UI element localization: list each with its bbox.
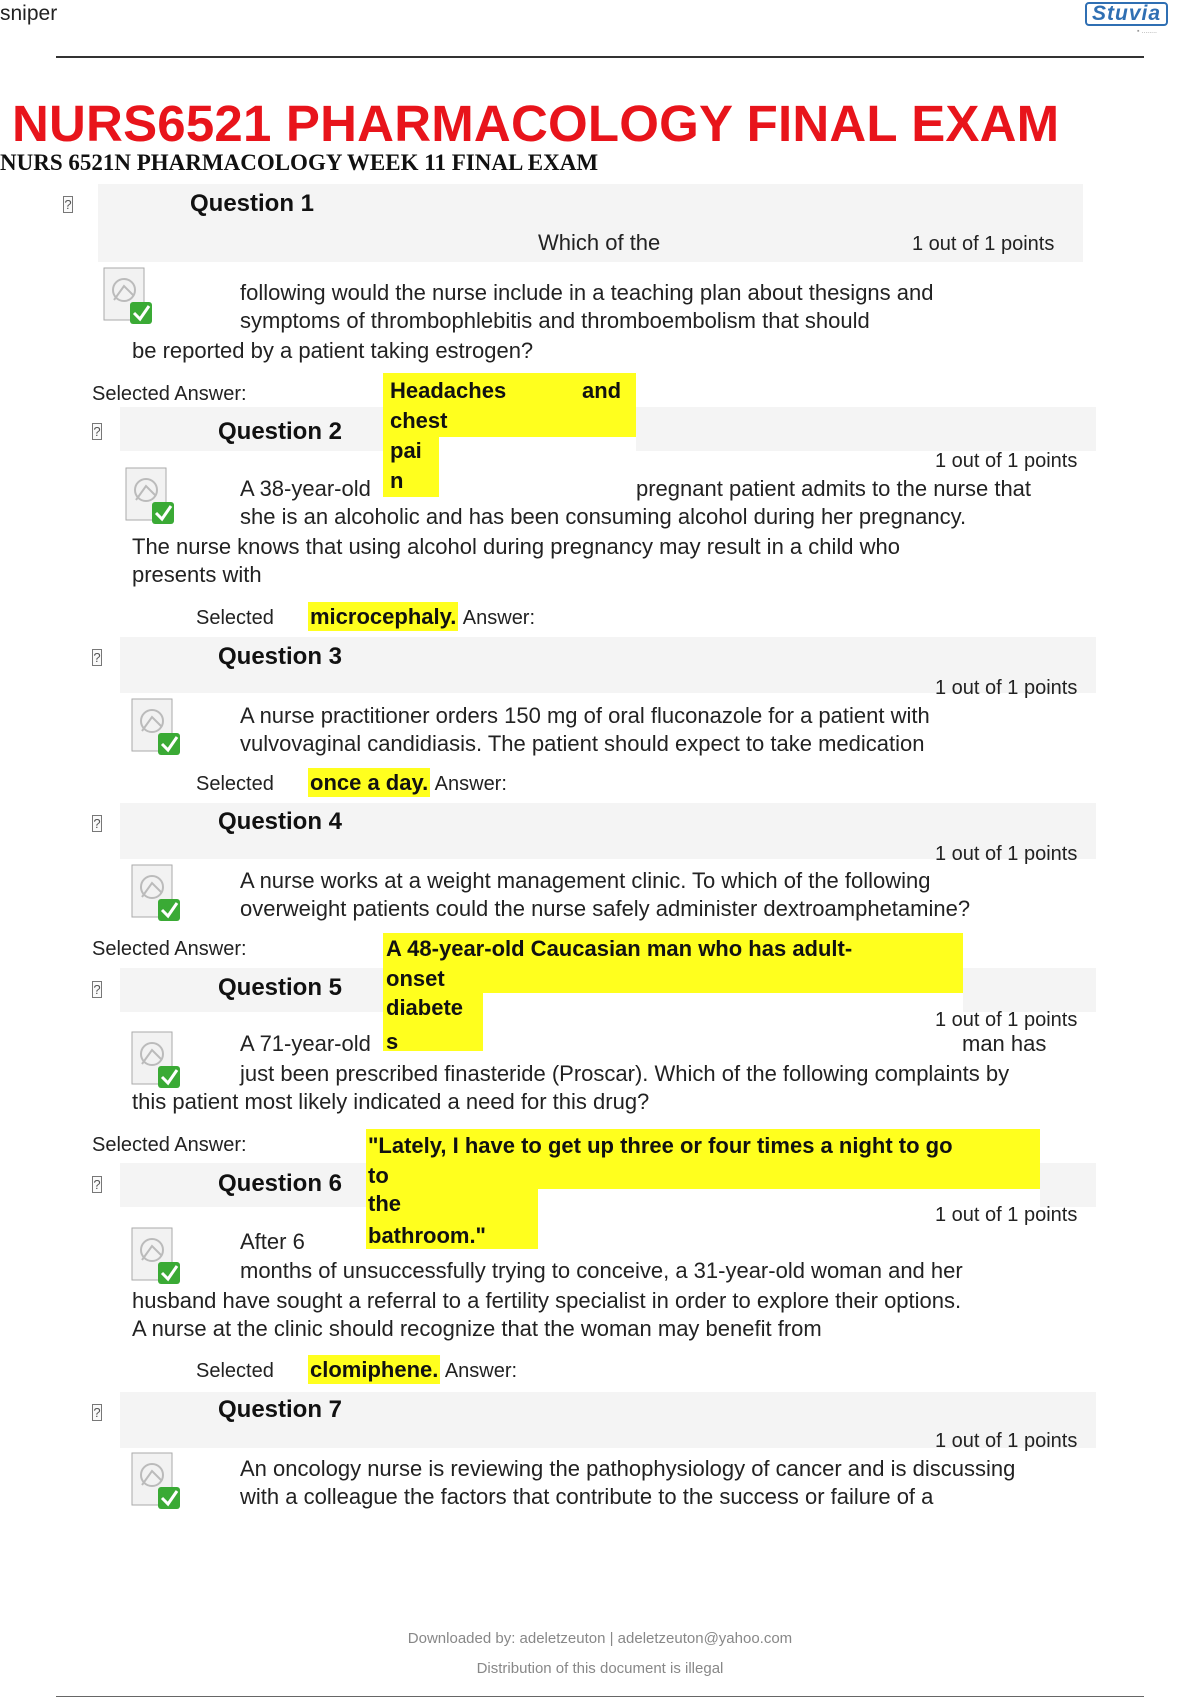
question-3-selected-label: Selected [196, 773, 274, 795]
question-2-tail-2: presents with [132, 562, 262, 587]
question-6-answer-label: Answer: [444, 1360, 518, 1382]
question-1-tail: be reported by a patient taking estrogen? [132, 338, 534, 363]
logo-text: Stuvia [1085, 2, 1168, 26]
question-2-title: Question 2 [218, 418, 343, 445]
question-5-selected-label: Selected Answer: [92, 1134, 247, 1156]
question-2-answer-label: Answer: [462, 607, 536, 629]
question-2-line-1: she is an alcoholic and has been consuming alcohol during her pregnancy. [240, 504, 967, 529]
correct-answer-icon [130, 1226, 182, 1288]
correct-answer-icon [130, 1451, 182, 1513]
question-3-line-1: A nurse practitioner orders 150 mg of oral fluconazole for a patient with [240, 703, 930, 728]
question-3-answer: once a day. [310, 770, 429, 795]
question-1-line-1: following would the nurse include in a teaching plan about thesigns and [240, 280, 934, 305]
question-1-answer-line: and [582, 378, 622, 403]
question-6-line-1: months of unsuccessfully trying to conceive, a 31-year-old woman and her [240, 1258, 963, 1283]
question-5-points: 1 out of 1 points [935, 1009, 1078, 1031]
question-3-line-2: vulvovaginal candidiasis. The patient should expect to take medication [240, 731, 925, 756]
question-4-answer-line: A 48-year-old Caucasian man who has adult- [386, 936, 853, 961]
question-7-title: Question 7 [218, 1396, 343, 1423]
page-subtitle: NURS 6521N PHARMACOLOGY WEEK 11 FINAL EXAM [0, 150, 599, 175]
question-5-answer-line: bathroom." [368, 1223, 486, 1248]
question-4-answer-line: onset [386, 966, 445, 991]
question-marker: ? [93, 424, 101, 439]
question-6-title: Question 6 [218, 1170, 343, 1197]
question-7-line-2: with a colleague the factors that contribute to the success or failure of a [240, 1484, 934, 1509]
question-7-points: 1 out of 1 points [935, 1430, 1078, 1452]
correct-answer-icon [130, 697, 182, 759]
question-5-lead-right: man has [962, 1031, 1047, 1056]
footer-rule [56, 1696, 1144, 1697]
question-3-answer-label: Answer: [434, 773, 507, 795]
question-4-line-2: overweight patients could the nurse safely administer dextroamphetamine? [240, 896, 971, 921]
question-6-points: 1 out of 1 points [935, 1204, 1078, 1226]
footer-downloaded: Downloaded by: adeletzeuton | adeletzeuton@yahoo.com [407, 1630, 793, 1647]
question-7-line-1: An oncology nurse is reviewing the pathophysiology of cancer and is discussing [240, 1456, 1016, 1481]
question-4-answer-line: diabete [386, 995, 464, 1020]
question-2-selected-label: Selected [196, 607, 274, 629]
question-2-lead-right: pregnant patient admits to the nurse that [636, 476, 1032, 501]
question-6-answer-row [308, 1357, 517, 1383]
correct-answer-icon [130, 1030, 182, 1092]
question-marker: ? [93, 650, 101, 665]
question-1-title: Question 1 [190, 190, 315, 217]
question-1-line-2: symptoms of thrombophlebitis and thromboembolism that should [240, 308, 870, 333]
question-1-answer-line: n [390, 468, 404, 493]
page-title: NURS6521 PHARMACOLOGY FINAL EXAM [12, 95, 1060, 152]
question-5-tail: this patient most likely indicated a need for this drug? [132, 1089, 650, 1114]
question-4-points: 1 out of 1 points [935, 843, 1078, 865]
question-6-header-right [1040, 1163, 1096, 1207]
question-5-lead: A 71-year-old [240, 1031, 371, 1056]
stuvia-logo [1085, 2, 1197, 42]
question-5-answer-line: the [368, 1191, 401, 1216]
question-3-points: 1 out of 1 points [935, 677, 1078, 699]
question-5-answer-line: "Lately, I have to get up three or four times a night to go [368, 1133, 953, 1158]
question-2-points: 1 out of 1 points [935, 450, 1078, 472]
question-marker: ? [93, 816, 101, 831]
question-1-answer-line: pai [390, 438, 422, 463]
question-4-answer-line: s [386, 1029, 399, 1054]
question-2-answer-row [308, 604, 535, 630]
question-3-answer-row [308, 770, 507, 796]
question-3-title: Question 3 [218, 643, 343, 670]
logo-sub: ▪ ........ [1137, 28, 1157, 35]
question-1-lead: Which of the [538, 230, 661, 255]
question-1-points: 1 out of 1 points [912, 233, 1055, 255]
question-1-selected-label: Selected Answer: [92, 383, 247, 405]
question-6-tail-2: A nurse at the clinic should recognize that the woman may benefit from [132, 1316, 822, 1341]
correct-answer-icon [102, 266, 154, 328]
question-2-answer: microcephaly. [310, 604, 457, 629]
question-6-lead: After 6 [240, 1229, 305, 1254]
question-1-answer-line: chest [390, 408, 448, 433]
question-5-line-1: just been prescribed finasteride (Proscar). Which of the following complaints by [240, 1061, 1010, 1086]
question-5-answer-line: to [368, 1163, 389, 1188]
question-2-header-right [636, 407, 1096, 451]
question-1-answer-line: Headaches [390, 378, 507, 403]
question-5-title: Question 5 [218, 974, 343, 1001]
correct-answer-icon [130, 863, 182, 925]
question-4-line-1: A nurse works at a weight management clinic. To which of the following [240, 868, 931, 893]
question-marker: ? [93, 982, 101, 997]
question-marker: ? [93, 1405, 101, 1420]
correct-answer-icon [124, 466, 176, 528]
question-2-lead: A 38-year-old [240, 476, 371, 501]
question-marker: ? [64, 197, 72, 212]
footer-notice: Distribution of this document is illegal [476, 1660, 724, 1677]
header-rule [56, 56, 1144, 58]
question-6-selected-label: Selected [196, 1360, 274, 1382]
question-4-title: Question 4 [218, 808, 343, 835]
question-2-tail-1: The nurse knows that using alcohol during pregnancy may result in a child who [132, 534, 900, 559]
header-left-text: sniper [0, 2, 58, 25]
question-6-answer: clomiphene. [310, 1357, 439, 1382]
question-marker: ? [93, 1177, 101, 1192]
question-5-header-right [963, 968, 1096, 1012]
question-6-tail-1: husband have sought a referral to a fertility specialist in order to explore their options. [132, 1288, 962, 1313]
question-4-selected-label: Selected Answer: [92, 938, 247, 960]
